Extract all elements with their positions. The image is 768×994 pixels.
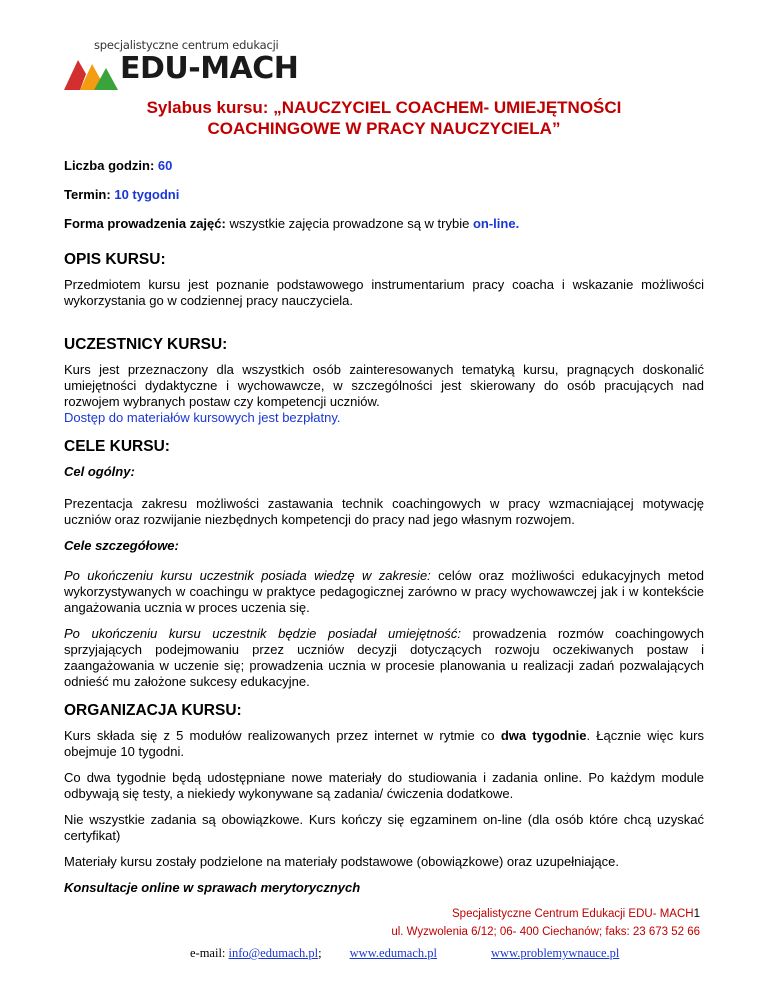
knowledge-goal <box>64 568 704 616</box>
form-value: on-line. <box>472 216 520 231</box>
hours-row <box>64 158 704 174</box>
main-content <box>64 158 704 910</box>
knowledge-text: celów oraz możliwości edukacyjnych metod wykorzystywanych w coachingu w praktyce pedagogicznej zarówno w pracy wychowawczej jak i w kontekście angażowania ucznia w proces uczenia się. <box>64 568 705 615</box>
organizacja-p4: Materiały kursu zostały podzielone na materiały podstawowe (obowiązkowe) oraz uzupełniające. <box>64 854 619 869</box>
general-goal-label: Cel ogólny: <box>64 464 135 479</box>
organizacja-p2: Co dwa tygodnie będą udostępniane nowe materiały do studiowania i zadania online. Po każdym module odbywają się testy, a niekiedy wykonywane są zadania/ ćwiczenia dodatkowe. <box>64 770 704 801</box>
edu-mach-logo <box>64 38 299 94</box>
opis-text: Przedmiotem kursu jest poznanie podstawowego instrumentarium pracy coacha i wskazanie możliwości wykorzystania go w codziennej pracy nauczyciela. <box>64 277 704 308</box>
section-uczestnicy <box>64 336 704 426</box>
email-separator: ; <box>318 946 322 960</box>
hours-value: 60 <box>157 158 173 173</box>
email-link[interactable]: info@edumach.pl <box>228 946 319 960</box>
section-opis <box>64 251 704 309</box>
organizacja-p3: Nie wszystkie zadania są obowiązkowe. Kurs kończy się egzaminem on-line (dla osób które chcą uzyskać certyfikat) <box>64 812 704 843</box>
footer-contacts <box>190 946 619 961</box>
skills-goal <box>64 626 704 690</box>
form-row <box>64 216 704 232</box>
page-number: 1 <box>693 908 700 920</box>
organizacja-p1-bold: dwa tygodnie <box>500 728 587 743</box>
organizacja-p1-end: . Łącznie więc kurs obejmuje 10 tygodni. <box>64 728 704 759</box>
footer-address: ul. Wyzwolenia 6/12; 06- 400 Ciechanów; faks: 23 673 52 66 <box>391 926 700 938</box>
form-text: wszystkie zajęcia prowadzone są w trybie <box>229 216 470 231</box>
uczestnicy-text: Kurs jest przeznaczony dla wszystkich osób zainteresowanych tematyką kursu, pragnących doskonalić umiejętności dydaktyczne i wychowawcze, w szczególności jest skierowany do osób pracujących nad rozwojem wybranych postaw czy kompetencji uczniów. <box>64 362 704 409</box>
page-footer <box>0 908 768 968</box>
footer-company-name: Specjalistyczne Centrum Edukacji EDU- MACH <box>452 908 694 920</box>
form-label: Forma prowadzenia zajęć: <box>64 216 226 231</box>
skills-intro: Po ukończeniu kursu uczestnik będzie posiadał umiejętność: <box>64 626 462 641</box>
free-access-note: Dostęp do materiałów kursowych jest bezpłatny. <box>64 410 341 425</box>
site-link-edumach[interactable]: www.edumach.pl <box>349 946 438 960</box>
logo-name: EDU-MACH <box>120 51 299 86</box>
organizacja-p1 <box>64 728 704 760</box>
hours-label: Liczba godzin: <box>64 158 155 173</box>
logo-tagline: specjalistyczne centrum edukacji <box>94 38 279 52</box>
skills-text: prowadzenia rozmów coachingowych sprzyjających podejmowaniu przez uczniów decyzji dotyczących rozwoju oczekiwanych postaw i zaangażowania w uczenie się; prowadzenia ucznia w procesie planowania u realizacji zadań pozwalających odnieść mu założone sukcesy edukacyjne. <box>64 626 704 689</box>
section-heading-cele: CELE KURSU: <box>64 438 170 455</box>
knowledge-intro: Po ukończeniu kursu uczestnik posiada wiedzę w zakresie: <box>64 568 431 583</box>
term-row <box>64 187 704 203</box>
section-heading-opis: OPIS KURSU: <box>64 251 166 268</box>
general-goal-text: Prezentacja zakresu możliwości zastawania technik coachingowych w pracy wzmacniającej motywację uczniów oraz rozwijanie niezbędnych kompetencji do pracy nad jego własnym rozwojem. <box>64 496 704 527</box>
page-title <box>70 97 698 139</box>
site-link-problemywnauce[interactable]: www.problemywnauce.pl <box>491 946 620 960</box>
organizacja-p1-start: Kurs składa się z 5 modułów realizowanych przez internet w rytmie co <box>64 728 501 743</box>
term-value: 10 tygodni <box>114 187 180 202</box>
logo-mark-icon <box>64 52 128 92</box>
section-organizacja <box>64 702 704 896</box>
specific-goals-label: Cele szczegółowe: <box>64 538 179 553</box>
title-line-1: Sylabus kursu: „NAUCZYCIEL COACHEM- UMIEJĘTNOŚCI <box>146 98 622 117</box>
consultation-heading: Konsultacje online w sprawach merytorycznych <box>64 880 361 895</box>
section-heading-uczestnicy: UCZESTNICY KURSU: <box>64 336 228 353</box>
footer-company <box>452 908 700 920</box>
term-label: Termin: <box>64 187 111 202</box>
title-line-2: COACHINGOWE W PRACY NAUCZYCIELA” <box>207 119 561 138</box>
section-cele <box>64 438 704 690</box>
section-heading-organizacja: ORGANIZACJA KURSU: <box>64 702 242 719</box>
email-label: e-mail: <box>190 946 229 960</box>
